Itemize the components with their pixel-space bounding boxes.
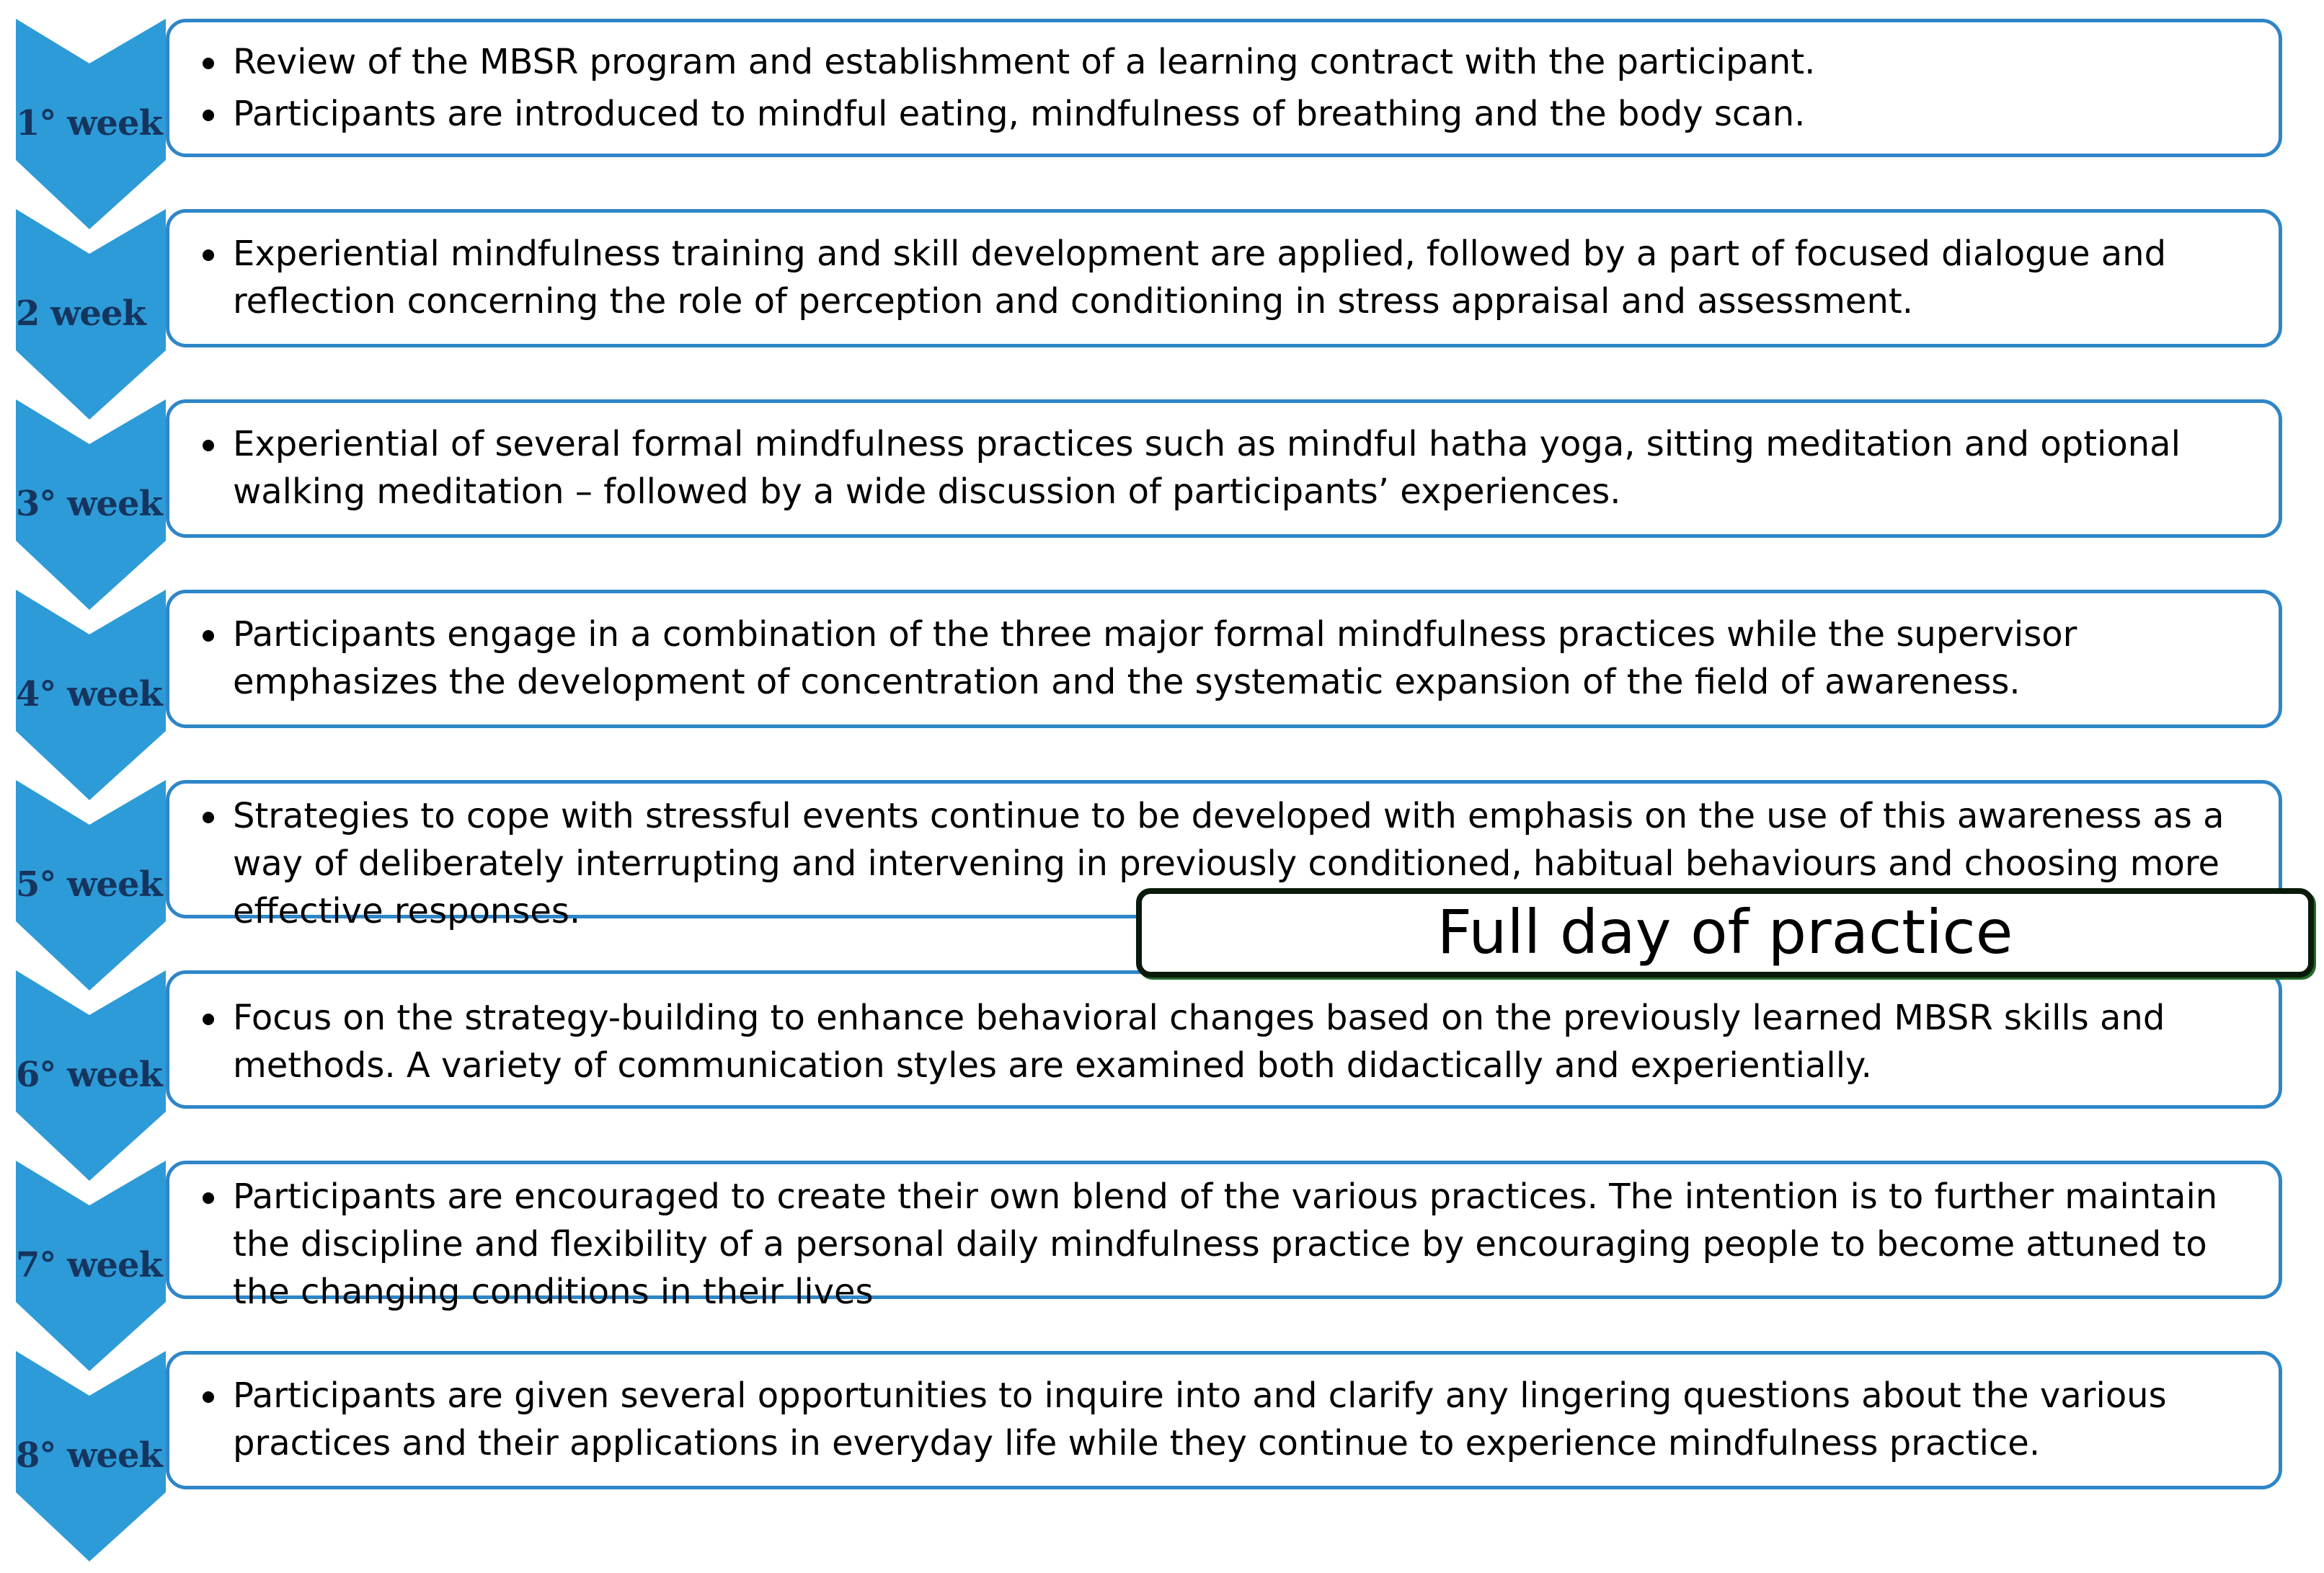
week-box-3 [166,399,2282,538]
week-box-6 [166,970,2282,1109]
week-label-7: 7° week [16,1245,162,1285]
week-label-5: 5° week [16,864,162,905]
week-box-7 [166,1161,2282,1312]
week-label-1: 1° week [16,103,162,143]
bullet-item: Experiential of several formal mindfulness practices such as mindful hatha yoga, sitting meditation and optional walking meditation – followed by a wide discussion of participants’ experiences. [198,420,2250,515]
week-box-4 [166,590,2282,728]
bullet-item: Focus on the strategy-building to enhance behavioral changes based on the previously learned MBSR skills and methods. A variety of communication styles are examined both didactically and experientially. [198,994,2250,1089]
bullet-list [198,994,2250,1096]
bullet-list [198,1173,2250,1323]
bullet-list [198,1372,2250,1474]
bullet-list [198,230,2250,332]
week-label-4: 4° week [16,674,162,714]
bullet-list [198,611,2250,713]
bullet-item: Participants are given several opportunities to inquire into and clarify any lingering questions about the various practices and their applications in everyday life while they continue to experience mindfulness practice. [198,1372,2250,1467]
bullet-item: Experiential mindfulness training and skill development are applied, followed by a part of focused dialogue and reflection concerning the role of perception and conditioning in stress appraisal and assessment. [198,230,2250,325]
week-label-6: 6° week [16,1055,162,1095]
week-label-8: 8° week [16,1435,162,1476]
full-day-callout: Full day of practice [1136,888,2314,978]
week-box-2 [166,209,2282,347]
week-box-1 [166,19,2282,157]
bullet-list [198,420,2250,523]
bullet-item: Participants are encouraged to create their own blend of the various practices. The intention is to further maintain the discipline and flexibility of a personal daily mindfulness practice by encouraging people to become attuned to the changing conditions in their lives [198,1173,2250,1316]
bullet-list [198,38,2250,145]
bullet-item: Participants engage in a combination of the three major formal mindfulness practices while the supervisor emphasizes the development of concentration and the systematic expansion of the field of awareness. [198,611,2250,706]
week-box-8 [166,1351,2282,1489]
bullet-item: Strategies to cope with stressful events continue to be developed with emphasis on the use of this awareness as a way of deliberately interrupting and intervening in previously conditioned, habitual behaviours and choosing more effective responses. [198,792,2250,935]
bullet-item: Review of the MBSR program and establishment of a learning contract with the participant. [198,38,2250,86]
week-label-2: 2 week [16,293,146,334]
bullet-item: Participants are introduced to mindful eating, mindfulness of breathing and the body scan. [198,90,2250,138]
week-label-3: 3° week [16,484,162,524]
